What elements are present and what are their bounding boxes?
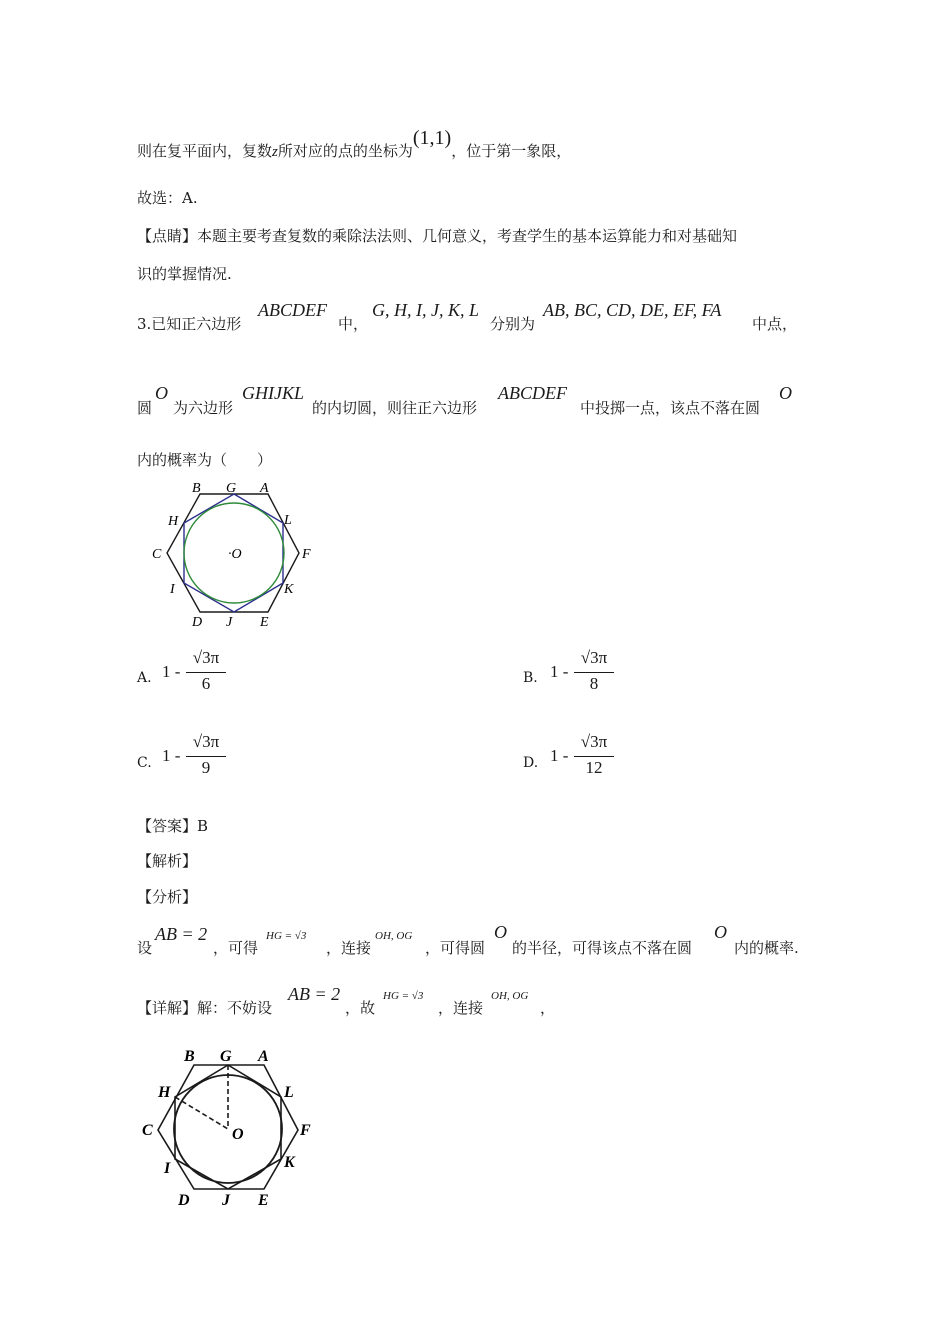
math-hex2: GHIJKL: [242, 383, 304, 403]
label-I: I: [164, 1160, 171, 1177]
label-D: D: [178, 1192, 190, 1209]
tag: 【点睛】: [137, 227, 198, 245]
text: 设: [137, 939, 153, 957]
math-ab: AB = 2: [288, 984, 341, 1004]
text: ，故: [345, 999, 376, 1017]
text: 分别为: [490, 315, 536, 333]
fraction-bar: [186, 756, 226, 757]
text: 1 -: [162, 662, 181, 681]
math-hex: ABCDEF: [258, 300, 327, 320]
label-C: C: [152, 547, 162, 562]
hexagon-figure-1: [150, 478, 320, 630]
label-G: G: [220, 1048, 232, 1065]
math-hg: HG = √3: [383, 990, 424, 1002]
label-H: H: [168, 514, 179, 529]
option-A-label[interactable]: A.: [137, 670, 152, 686]
label-K: K: [284, 582, 294, 597]
math-ohog: OH, OG: [491, 990, 529, 1002]
math-O: O: [714, 922, 727, 942]
option-C-label[interactable]: C.: [137, 755, 152, 771]
label-L: L: [284, 513, 292, 528]
math-ab: AB = 2: [155, 924, 208, 944]
label-A: A: [260, 481, 269, 496]
label-C: C: [142, 1122, 153, 1139]
text: ，连接: [326, 939, 372, 957]
label-J: J: [226, 615, 233, 630]
label-F: F: [302, 547, 311, 562]
label-E: E: [258, 1192, 269, 1209]
text: 则在复平面内，复数: [137, 142, 273, 160]
option-D-label[interactable]: D.: [523, 755, 539, 771]
numerator: √3π: [580, 648, 608, 667]
text: 本题主要考查复数的乘除法法则、几何意义，考查学生的基本运算能力和对基础知: [197, 227, 738, 245]
text: 内的概率.: [734, 939, 799, 957]
math-z: z: [272, 144, 278, 160]
text: 的半径，可得该点不落在圆: [512, 939, 693, 957]
fraction-bar: [574, 756, 614, 757]
label-O: O: [232, 1126, 244, 1143]
dianjing-line-1: [137, 226, 737, 246]
label-E: E: [260, 615, 269, 630]
text: 圆: [137, 399, 153, 417]
label-B: B: [192, 481, 201, 496]
math-hg: HG = √3: [266, 930, 307, 942]
numerator: √3π: [192, 648, 220, 667]
text: 解：不妨设: [197, 999, 273, 1017]
tag: 【详解】: [137, 999, 198, 1017]
numerator: √3π: [192, 732, 220, 751]
math-hex3: ABCDEF: [498, 383, 567, 403]
option-D-expression: [550, 732, 620, 782]
label-A: A: [258, 1048, 269, 1065]
option-B-expression: [550, 648, 620, 698]
math-sides: AB, BC, CD, DE, EF, FA: [543, 300, 722, 320]
text: 1 -: [550, 746, 569, 765]
text-line-2: 故选：A.: [137, 189, 198, 207]
text: 中点，: [752, 315, 798, 333]
denominator: 6: [201, 674, 211, 693]
label-D: D: [192, 615, 203, 630]
text: ，连接: [438, 999, 484, 1017]
answer-line: 【答案】B: [137, 817, 209, 835]
label-G: G: [226, 481, 237, 496]
denominator: 9: [201, 758, 211, 777]
label-K: K: [284, 1154, 295, 1171]
text: 3.已知正六边形: [137, 315, 242, 333]
text: 1 -: [162, 746, 181, 765]
fraction-bar: [186, 672, 226, 673]
math-ohog: OH, OG: [375, 930, 413, 942]
jiexi-heading: 【解析】: [137, 852, 198, 870]
hexagon-figure-2: [138, 1045, 318, 1210]
text: 为六边形: [173, 399, 234, 417]
denominator: 8: [589, 674, 599, 693]
text-line-1: [137, 127, 572, 162]
option-B-label[interactable]: B.: [523, 670, 538, 686]
label-B: B: [184, 1048, 195, 1065]
text: 的内切圆，则往正六边形: [312, 399, 478, 417]
option-C-expression: [162, 732, 232, 782]
label-F: F: [300, 1122, 311, 1139]
label-L: L: [284, 1084, 294, 1101]
dianjing-line-2: 识的掌握情况.: [137, 265, 232, 283]
label-J: J: [222, 1192, 230, 1209]
math-O: O: [155, 383, 168, 403]
text: 1 -: [550, 662, 569, 681]
text: 内的概率为（ ）: [137, 451, 273, 469]
text: 中投掷一点，该点不落在圆: [580, 399, 761, 417]
text: ，位于第一象限，: [451, 142, 572, 160]
label-H: H: [158, 1084, 171, 1101]
text: ，可得: [213, 939, 259, 957]
text: ，: [540, 999, 556, 1017]
label-I: I: [170, 582, 175, 597]
q3-line-1: [137, 314, 241, 334]
text: 中，: [338, 315, 369, 333]
label-O: ·O: [228, 547, 242, 562]
text: 所对应的点的坐标为: [277, 142, 413, 160]
fenxi-heading: 【分析】: [137, 888, 198, 906]
math-O: O: [494, 922, 507, 942]
math-coord: (1,1): [412, 127, 452, 149]
text: ，可得圆: [425, 939, 486, 957]
fraction-bar: [574, 672, 614, 673]
math-O: O: [779, 383, 792, 403]
detail-tag: [137, 998, 272, 1018]
option-A-expression: [162, 648, 232, 698]
denominator: 12: [585, 758, 603, 777]
math-points: G, H, I, J, K, L: [372, 300, 479, 320]
numerator: √3π: [580, 732, 608, 751]
